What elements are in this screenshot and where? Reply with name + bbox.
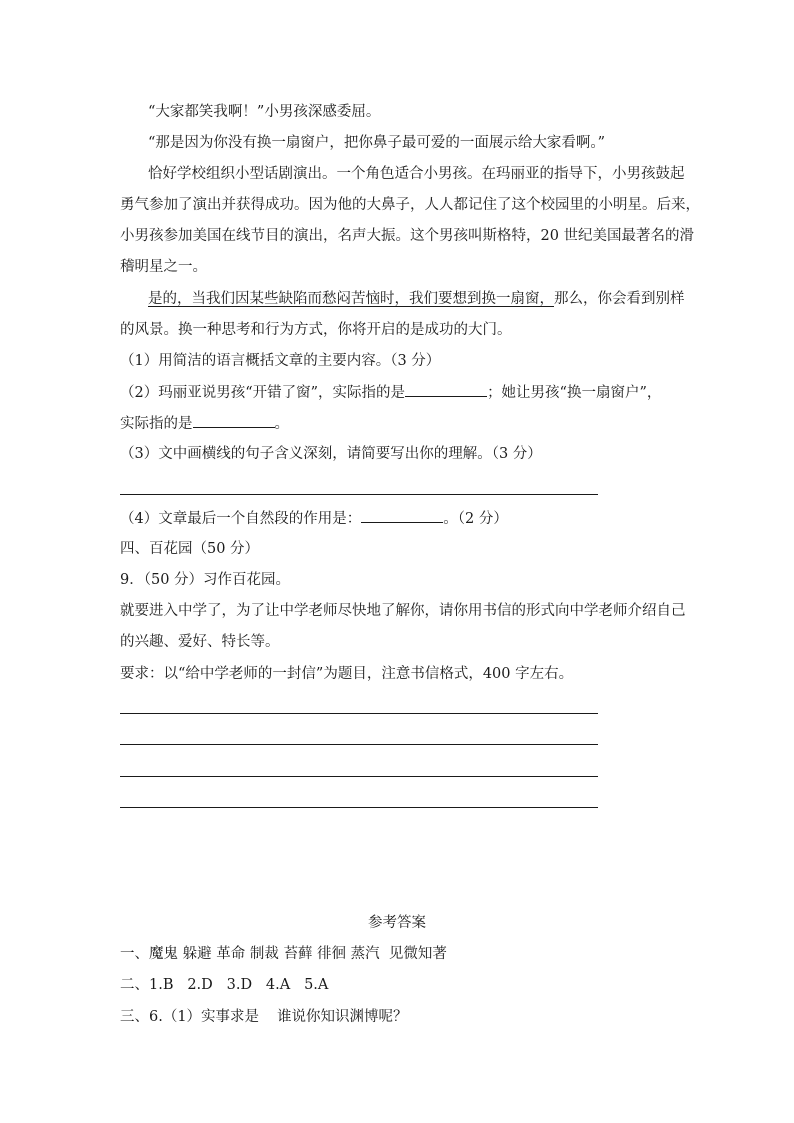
question-4-blank[interactable]	[361, 508, 443, 523]
writing-line-1[interactable]	[120, 713, 598, 714]
answers-part-3	[120, 1007, 408, 1027]
question-2-line-2	[120, 413, 289, 434]
answer-word: 魔鬼	[149, 946, 178, 962]
answer-choice: 5.A	[304, 977, 329, 993]
answers-part-1-prefix: 一、	[120, 946, 149, 962]
passage-paragraph-4-line-2: 的风景。换一种思考和行为方式，你将开启的是成功的大门。	[120, 322, 512, 338]
writing-prompt-line-2: 的兴趣、爱好、特长等。	[120, 634, 280, 650]
answer-choice: 3.D	[226, 977, 253, 993]
answer-word: 躲避	[182, 946, 212, 962]
question-2-line-1	[120, 382, 661, 403]
passage-paragraph-3-line-2: 勇气参加了演出并获得成功。因为他的大鼻子，人人都记住了这个校园里的小明星。后来，	[120, 197, 700, 213]
passage-paragraph-4-line-1	[148, 289, 685, 309]
writing-requirement: 要求：以“给中学老师的一封信”为题目，注意书信格式，400 字左右。	[120, 666, 574, 682]
answer-word: 见微知著	[388, 946, 447, 962]
underlined-sentence: 是的，当我们因某些缺陷而愁闷苦恼时，我们要想到换一扇窗，	[148, 291, 554, 307]
answers-part-2	[120, 975, 328, 995]
passage-paragraph-3-line-4: 稽明星之一。	[120, 259, 207, 275]
writing-line-2[interactable]	[120, 744, 598, 745]
passage-paragraph-3-line-3: 小男孩参加美国在线节目的演出，名声大振。这个男孩叫斯格特，20 世纪美国最著名的滑	[120, 228, 695, 244]
passage-paragraph-3-line-1: 恰好学校组织小型话剧演出。一个角色适合小男孩。在玛丽亚的指导下，小男孩鼓起	[148, 166, 685, 182]
question-4-text-b: 。（2 分）	[443, 511, 508, 527]
writing-prompt-line-1: 就要进入中学了，为了让中学老师尽快地了解你，请你用书信的形式向中学老师介绍自己	[120, 603, 686, 619]
answers-part-3-a: 三、6.（1）实事求是	[120, 1009, 260, 1025]
answer-line-q3[interactable]	[120, 494, 598, 495]
passage-paragraph-4-rest: 那么，你会看到别样	[554, 291, 685, 307]
question-2-text-c: 实际指的是	[120, 416, 193, 432]
question-2-blank-1[interactable]	[405, 382, 487, 397]
question-2-text-b: ；她让男孩“换一扇窗户”，	[487, 385, 662, 401]
passage-paragraph-2: “那是因为你没有换一扇窗户，把你鼻子最可爱的一面展示给大家看啊。”	[148, 135, 606, 151]
section-4-heading: 四、百花园（50 分）	[120, 541, 260, 557]
question-2-text-d: 。	[274, 416, 289, 432]
question-4-text-a: （4）文章最后一个自然段的作用是：	[120, 511, 362, 527]
writing-line-3[interactable]	[120, 776, 598, 777]
answer-choice: 4.A	[265, 977, 291, 993]
question-1: （1）用简洁的语言概括文章的主要内容。（3 分）	[120, 353, 441, 369]
answers-part-1	[120, 944, 447, 964]
answer-word: 制裁	[249, 946, 279, 962]
answers-part-3-b: 谁说你知识渊博呢？	[277, 1009, 408, 1025]
answer-word: 徘徊	[317, 946, 347, 962]
answer-choice: 2.D	[187, 977, 213, 993]
answers-part-2-prefix: 二、	[120, 977, 149, 993]
question-3: （3）文中画横线的句子含义深刻，请简要写出你的理解。（3 分）	[120, 446, 542, 462]
question-4	[120, 508, 508, 529]
question-9: 9．（50 分）习作百花园。	[120, 572, 291, 588]
question-2-text-a: （2）玛丽亚说男孩“开错了窗”，实际指的是	[120, 385, 406, 401]
writing-line-4[interactable]	[120, 807, 598, 808]
answers-title: 参考答案	[368, 915, 426, 931]
answer-choice: 1.B	[149, 977, 174, 993]
answer-word: 革命	[216, 946, 246, 962]
passage-paragraph-1: “大家都笑我啊！”小男孩深感委屈。	[148, 104, 381, 120]
question-2-blank-2[interactable]	[193, 413, 275, 428]
answer-word: 苔藓	[283, 946, 313, 962]
answer-word: 蒸汽	[350, 946, 380, 962]
